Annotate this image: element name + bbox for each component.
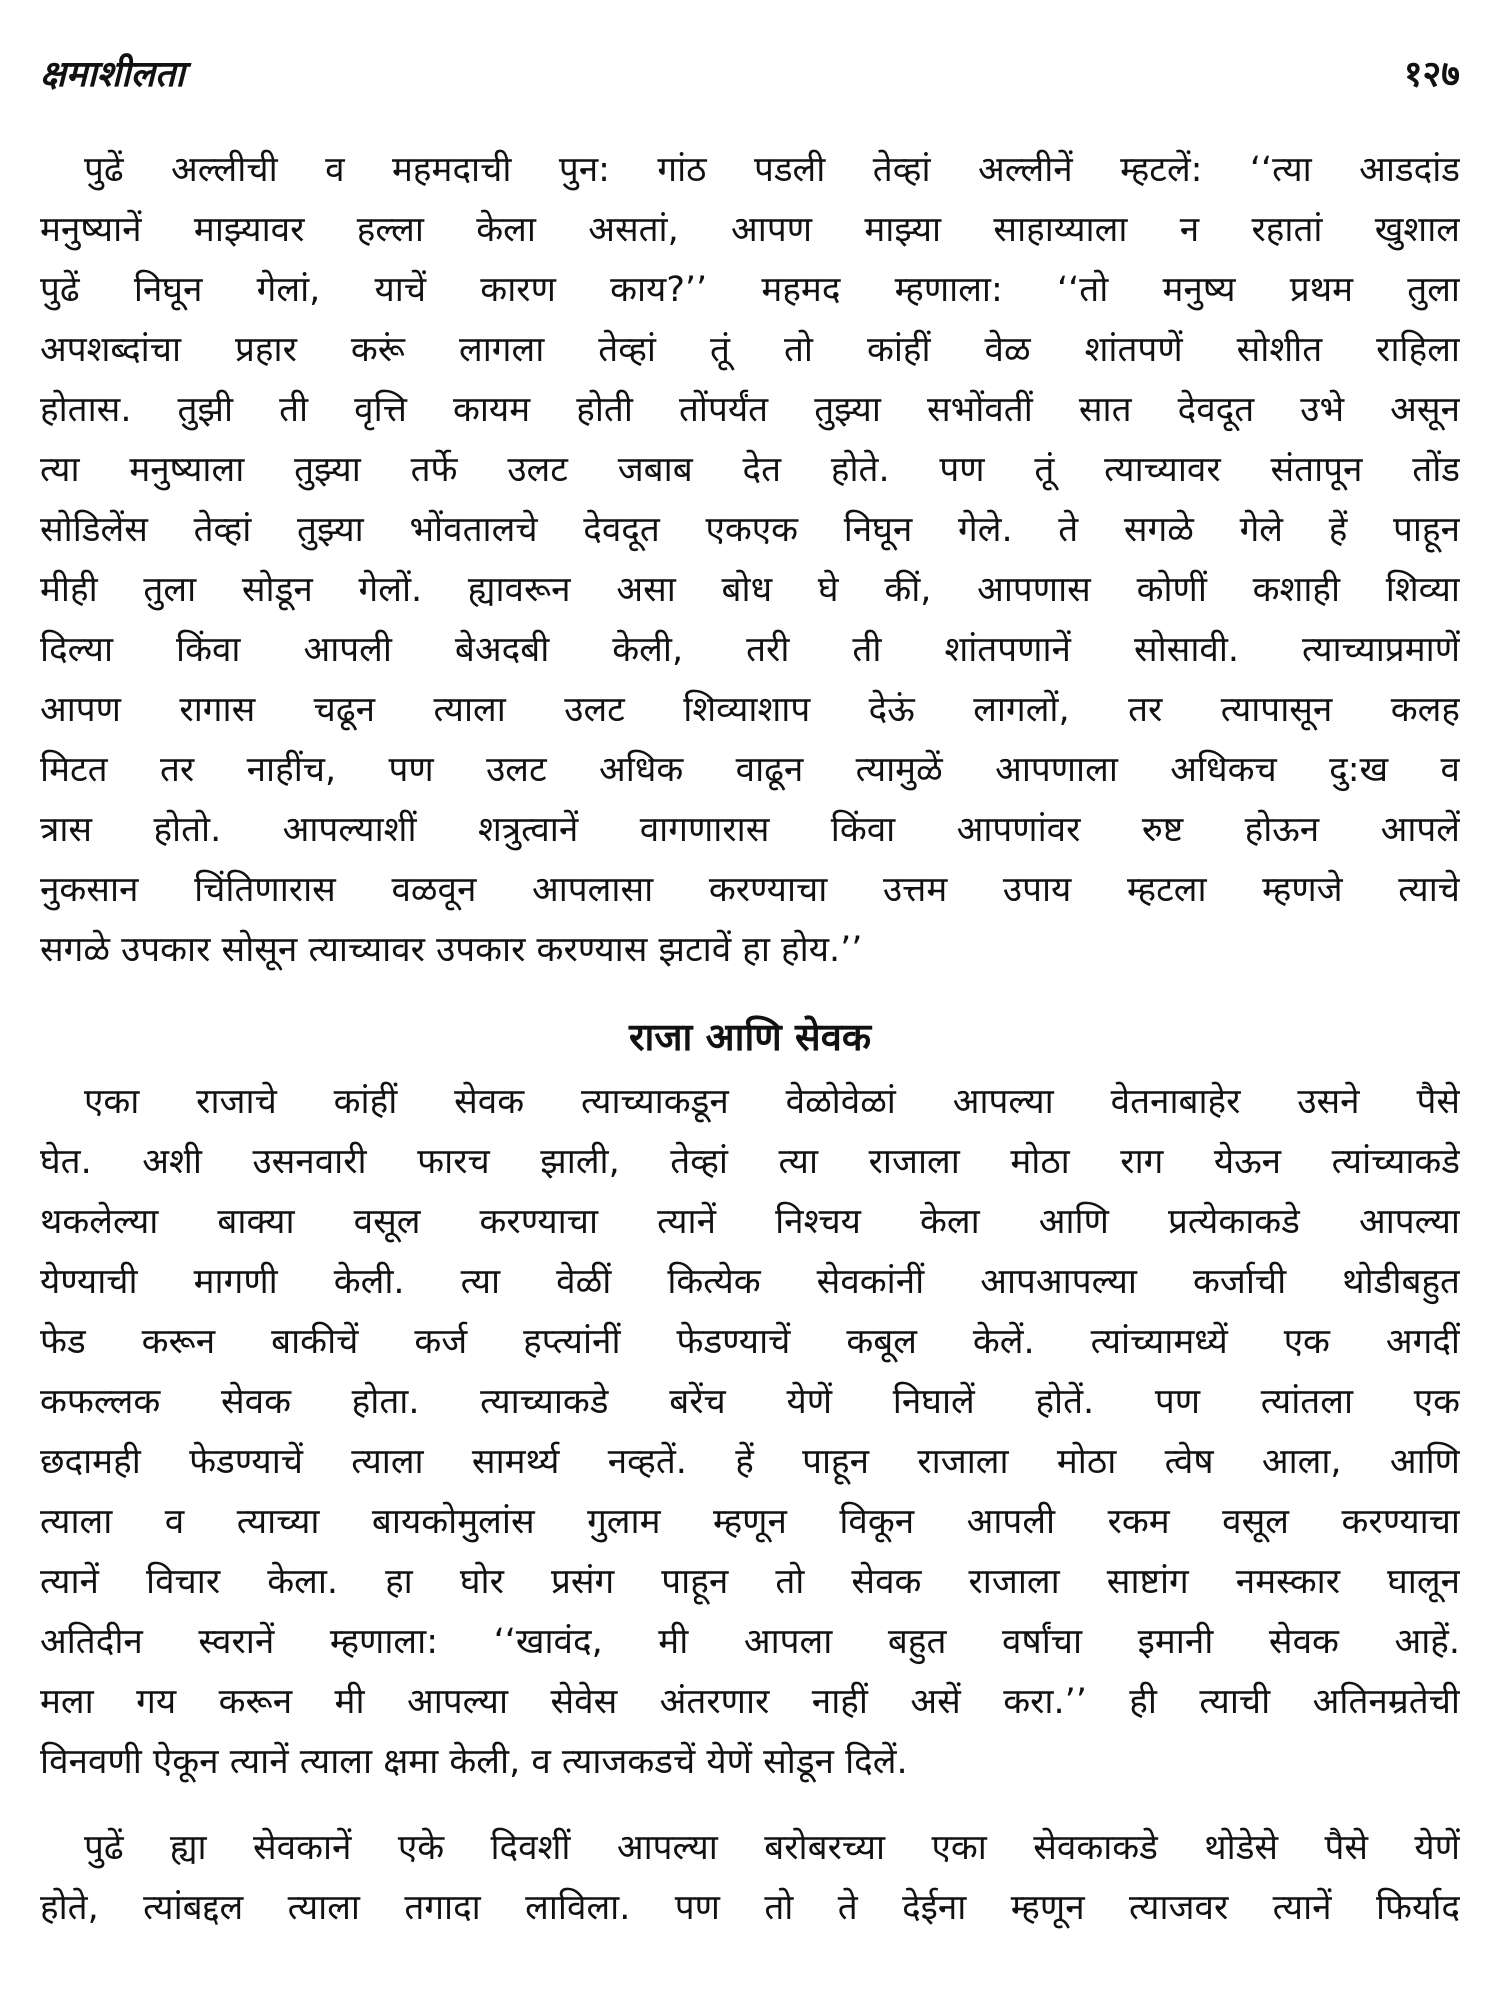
section-heading: राजा आणि सेवक [628, 1015, 872, 1059]
text-line: येण्याची मागणी केली. त्या वेळीं कित्येक सेवकांनीं आपआपल्या कर्जाची थोडीबहुत [40, 1262, 1460, 1302]
text-line: आपण रागास चढून त्याला उलट शिव्याशाप देऊं लागलों, तर त्यापासून कलह [40, 690, 1460, 730]
text-line: अतिदीन स्वरानें म्हणाला: ‘‘खावंद, मी आपला बहुत वर्षांचा इमानी सेवक आहें. [40, 1622, 1460, 1662]
text-line: मनुष्यानें माझ्यावर हल्ला केला असतां, आपण माझ्या साहाय्याला न रहातां खुशाल [40, 210, 1460, 250]
text-line: होतास. तुझी ती वृत्ति कायम होती तोंपर्यंत तुझ्या सभोंवतीं सात देवदूत उभे असून [40, 390, 1460, 430]
running-head [40, 48, 1460, 108]
text-line: थकलेल्या बाक्या वसूल करण्याचा त्यानें निश्चय केला आणि प्रत्येकाकडे आपल्या [40, 1202, 1460, 1242]
text-line: त्यानें विचार केला. हा घोर प्रसंग पाहून तो सेवक राजाला साष्टांग नमस्कार घालून [40, 1562, 1460, 1602]
text-line: पुढें अल्लीची व महमदाची पुन: गांठ पडली तेव्हां अल्लीनें म्हटलें: ‘‘त्या आडदांड [84, 150, 1460, 190]
page-number: १२७ [1403, 54, 1460, 95]
paragraph-servant-claim [40, 1818, 1460, 1938]
text-line: नुकसान चिंतिणारास वळवून आपलासा करण्याचा उत्तम उपाय म्हटला म्हणजे त्याचे [40, 870, 1460, 910]
text-line: सोडिलेंस तेव्हां तुझ्या भोंवतालचे देवदूत एकएक निघून गेले. ते सगळे गेले हें पाहून [40, 510, 1460, 550]
text-line: त्याला व त्याच्या बायकोमुलांस गुलाम म्हणून विकून आपली रकम वसूल करण्याचा [40, 1502, 1460, 1542]
text-line: सगळे उपकार सोसून त्याच्यावर उपकार करण्यास झटावें हा होय.’’ [40, 930, 863, 970]
text-line: मला गय करून मी आपल्या सेवेस अंतरणार नाहीं असें करा.’’ ही त्याची अतिनम्रतेची [40, 1682, 1460, 1722]
text-line: होते, त्यांबद्दल त्याला तगादा लाविला. पण तो ते देईना म्हणून त्याजवर त्यानें फिर्याद [40, 1888, 1460, 1928]
paragraph-king-servant [40, 1072, 1460, 1792]
text-line: विनवणी ऐकून त्यानें त्याला क्षमा केली, व त्याजकडचें येणें सोडून दिलें. [40, 1742, 908, 1782]
text-line: अपशब्दांचा प्रहार करूं लागला तेव्हां तूं तो कांहीं वेळ शांतपणें सोशीत राहिला [40, 330, 1460, 370]
text-line: मिटत तर नाहींच, पण उलट अधिक वाढून त्यामुळें आपणाला अधिकच दु:ख व [40, 750, 1460, 790]
text-line: त्या मनुष्याला तुझ्या तर्फे उलट जबाब देत होते. पण तूं त्याच्यावर संतापून तोंड [40, 450, 1460, 490]
text-line: कफल्लक सेवक होता. त्याच्याकडे बरेंच येणें निघालें होतें. पण त्यांतला एक [40, 1382, 1460, 1422]
text-line: छदामही फेडण्याचें त्याला सामर्थ्य नव्हतें. हें पाहून राजाला मोठा त्वेष आला, आणि [40, 1442, 1460, 1482]
running-head-title: क्षमाशीलता [40, 54, 185, 95]
text-line: मीही तुला सोडून गेलों. ह्यावरून असा बोध घे कीं, आपणास कोणीं कशाही शिव्या [40, 570, 1460, 610]
text-line: फेड करून बाकीचें कर्ज हप्त्यांनीं फेडण्याचें कबूल केलें. त्यांच्यामध्यें एक अगदीं [40, 1322, 1460, 1362]
text-line: दिल्या किंवा आपली बेअदबी केली, तरी ती शांतपणानें सोसावी. त्याच्याप्रमाणें [40, 630, 1460, 670]
text-line: घेत. अशी उसनवारी फारच झाली, तेव्हां त्या राजाला मोठा राग येऊन त्यांच्याकडे [40, 1142, 1460, 1182]
paragraph-ali-mahmad [40, 140, 1460, 980]
text-line: एका राजाचे कांहीं सेवक त्याच्याकडून वेळोवेळां आपल्या वेतनाबाहेर उसने पैसे [84, 1082, 1460, 1122]
text-line: पुढें निघून गेलां, याचें कारण काय?’’ महमद म्हणाला: ‘‘तो मनुष्य प्रथम तुला [40, 270, 1460, 310]
text-line: त्रास होतो. आपल्याशीं शत्रुत्वानें वागणारास किंवा आपणांवर रुष्ट होऊन आपलें [40, 810, 1460, 850]
text-line: पुढें ह्या सेवकानें एके दिवशीं आपल्या बरोबरच्या एका सेवकाकडे थोडेसे पैसे येणें [84, 1828, 1460, 1868]
